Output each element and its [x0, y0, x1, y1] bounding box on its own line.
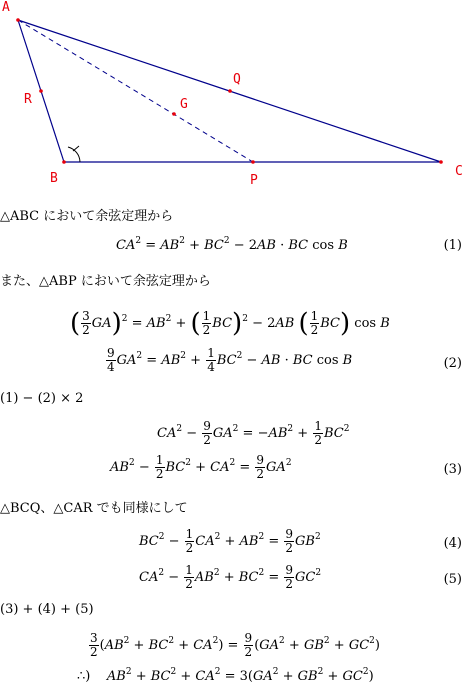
point-a	[16, 18, 20, 22]
equation-2-expr: $\frac{9}{4}$ $GA^2 = AB^2$ + $\frac{1}{4}$ $BC^2$ − AB · BC cos B	[107, 346, 353, 374]
point-b	[62, 160, 66, 164]
label-p: P	[250, 173, 258, 188]
label-q: Q	[233, 72, 241, 87]
equation-1	[0, 236, 468, 260]
point-q	[228, 89, 232, 93]
label-b: B	[50, 171, 58, 186]
intro-text-1: △ABC において余弦定理から	[0, 209, 174, 224]
intro-text-3: (1) − (2) × 2	[0, 391, 84, 406]
equation-3	[0, 454, 468, 488]
equation-3a-expr: $CA^2$ − $\frac{9}{2}$ $GA^2 = -AB^2$ + $\frac{1}{2}$ $BC^2$	[157, 419, 350, 447]
triangle-figure	[0, 0, 468, 190]
label-a: A	[2, 0, 10, 15]
angle-tick-b	[73, 146, 79, 151]
equation-sum	[0, 632, 468, 666]
equation-1-expr: $CA^2 = AB^2 + BC^2 - 2AB$ · BC cos B	[116, 236, 348, 253]
equation-2a-expr: ( $\frac{3}{2}$ $GA)^2 = AB^2$ + ( $\frac{1}{2}$ BC)$^2$ − 2AB ( $\frac{1}{2}$ BC) cos B	[70, 308, 390, 339]
intro-text-5: (3) + (4) + (5)	[0, 602, 94, 617]
equation-5-number: (5)	[443, 572, 462, 587]
median-ap	[18, 20, 253, 162]
equation-4-expr: $BC^2$ − $\frac{1}{2}$ $CA^2 + AB^2$ = $\frac{9}{2}$ $GB^2$	[139, 527, 321, 555]
angle-mark-b	[68, 147, 80, 162]
equation-3-number: (3)	[443, 462, 462, 477]
equation-2	[0, 347, 468, 381]
label-c: C	[455, 164, 463, 179]
equation-1-number: (1)	[443, 238, 462, 253]
equation-sum-expr: $\frac{3}{2}$ $(AB^2 + BC^2 + CA^2)$ = $\frac{9}{2}$ $(GA^2 + GB^2 + GC^2)$	[90, 631, 380, 659]
equation-3-expr: $AB^2$ − $\frac{1}{2}$ $BC^2 + CA^2$ = $\frac{9}{2}$ $GA^2$	[110, 453, 292, 481]
equation-5-expr: $CA^2$ − $\frac{1}{2}$ $AB^2 + BC^2$ = $\frac{9}{2}$ $GC^2$	[139, 563, 322, 591]
label-g: G	[180, 97, 188, 112]
point-p	[251, 160, 255, 164]
equation-5	[0, 564, 468, 598]
equation-4-number: (4)	[443, 536, 462, 551]
equation-2-number: (2)	[443, 356, 462, 371]
point-g	[172, 112, 176, 116]
equation-4	[0, 528, 468, 562]
equation-3a	[0, 420, 468, 454]
equation-conclusion-expr: ∴) $AB^2 + BC^2 + CA^2 = 3(GA^2 + GB^2 + GC^2)$	[77, 667, 374, 684]
equation-conclusion	[0, 669, 468, 689]
equation-2a	[0, 310, 468, 344]
label-r: R	[24, 92, 32, 107]
intro-text-2: また、△ABP において余弦定理から	[0, 274, 211, 289]
point-c	[439, 160, 443, 164]
intro-text-4: △BCQ、△CAR でも同様にして	[0, 501, 188, 516]
point-r	[39, 89, 43, 93]
